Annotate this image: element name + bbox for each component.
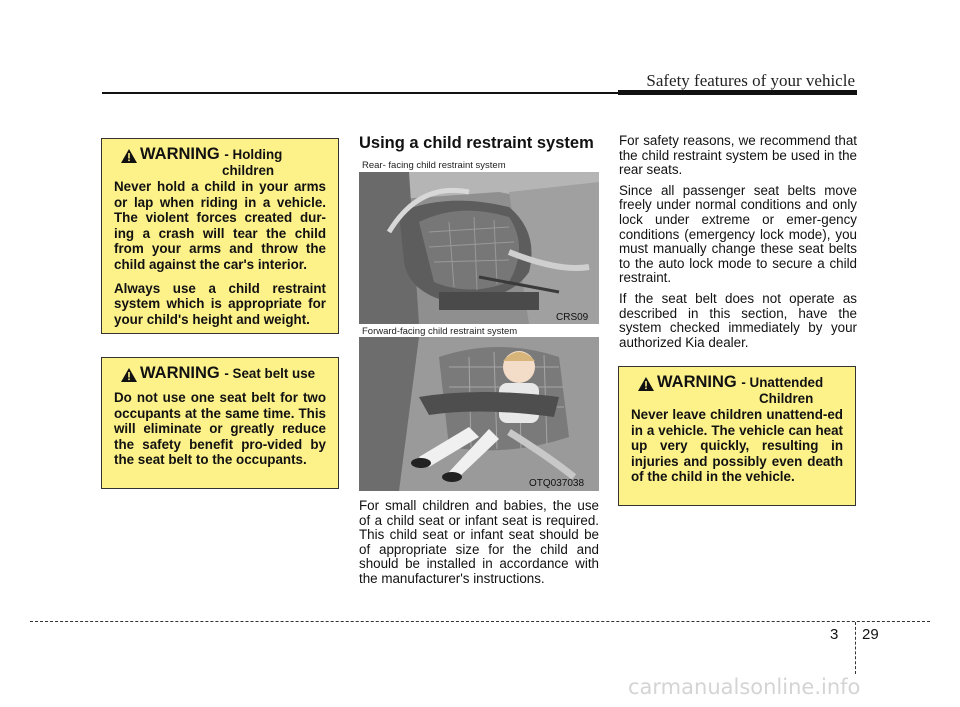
warning-triangle-icon	[121, 149, 137, 163]
warning-subtitle: - Seat belt use	[224, 366, 316, 381]
warning-triangle-icon	[121, 368, 137, 382]
warning-subtitle-line2: Children	[759, 390, 814, 406]
warning-paragraph: Never hold a child in your arms or lap when riding in a vehicle. The violent forces created dur-ing a crash will tear the child from your arms and throw the child against the car's interior.	[114, 179, 326, 272]
image-caption-forward-facing: Forward-facing child restraint system	[362, 326, 518, 337]
rear-facing-seat-illustration	[359, 172, 599, 324]
figure-code: CRS09	[556, 312, 589, 323]
footer-rule	[30, 621, 930, 622]
chapter-number: 3	[830, 626, 839, 643]
body-paragraph: For small children and babies, the use of a child seat or infant seat is required. This child seat or infant seat should be of appropriate size for the child and should be installed in accordance with the manufacturer's instructions.	[359, 498, 599, 586]
watermark: carmanualsonline.info	[628, 675, 861, 699]
body-paragraph: If the seat belt does not operate as described in this section, have the system checked immediately by your authorized Kia dealer.	[619, 290, 857, 350]
warning-subtitle: - Holding	[224, 147, 283, 162]
warning-holding-children	[101, 138, 339, 334]
middle-body-text	[359, 499, 599, 593]
header-title: Safety features of your vehicle	[646, 71, 855, 90]
warning-paragraph: Always use a child restraint system which is appropriate for your child's height and weight.	[114, 280, 326, 327]
figure-code: OTQ037038	[529, 478, 585, 489]
warning-unattended-children	[618, 366, 856, 506]
forward-facing-seat-illustration	[359, 337, 599, 491]
warning-label: WARNING	[657, 373, 737, 391]
warning-subtitle-line2: children	[222, 162, 275, 178]
warning-paragraph: Never leave children unattend-ed in a vehicle. The vehicle can heat up very quickly, resulting in injuries and possibly even death of the child in the vehicle.	[631, 407, 843, 485]
warning-label: WARNING	[140, 145, 220, 163]
warning-subtitle: - Unattended	[741, 375, 824, 390]
warning-triangle-icon	[638, 377, 654, 391]
warning-label: WARNING	[140, 364, 220, 382]
warning-seat-belt-use	[101, 357, 339, 489]
right-body-text	[619, 134, 857, 356]
header-rule-accent	[618, 90, 857, 95]
warning-paragraph: Do not use one seat belt for two occupants at the same time. This will eliminate or greatly reduce the safety benefit pro-vided by the seat belt to the occupants.	[114, 390, 326, 468]
body-paragraph: Since all passenger seat belts move freely under normal conditions and only lock under extreme or emer-gency conditions (emergency lock mode), you must manually change these seat belts to the auto lock mode to secure a child restraint.	[619, 182, 857, 286]
image-caption-rear-facing: Rear- facing child restraint system	[362, 160, 506, 171]
page-number: 29	[862, 626, 879, 643]
footer-divider	[855, 622, 856, 674]
body-paragraph: For safety reasons, we recommend that the child restraint system be used in the rear seats.	[619, 133, 857, 178]
section-heading: Using a child restraint system	[359, 134, 594, 152]
